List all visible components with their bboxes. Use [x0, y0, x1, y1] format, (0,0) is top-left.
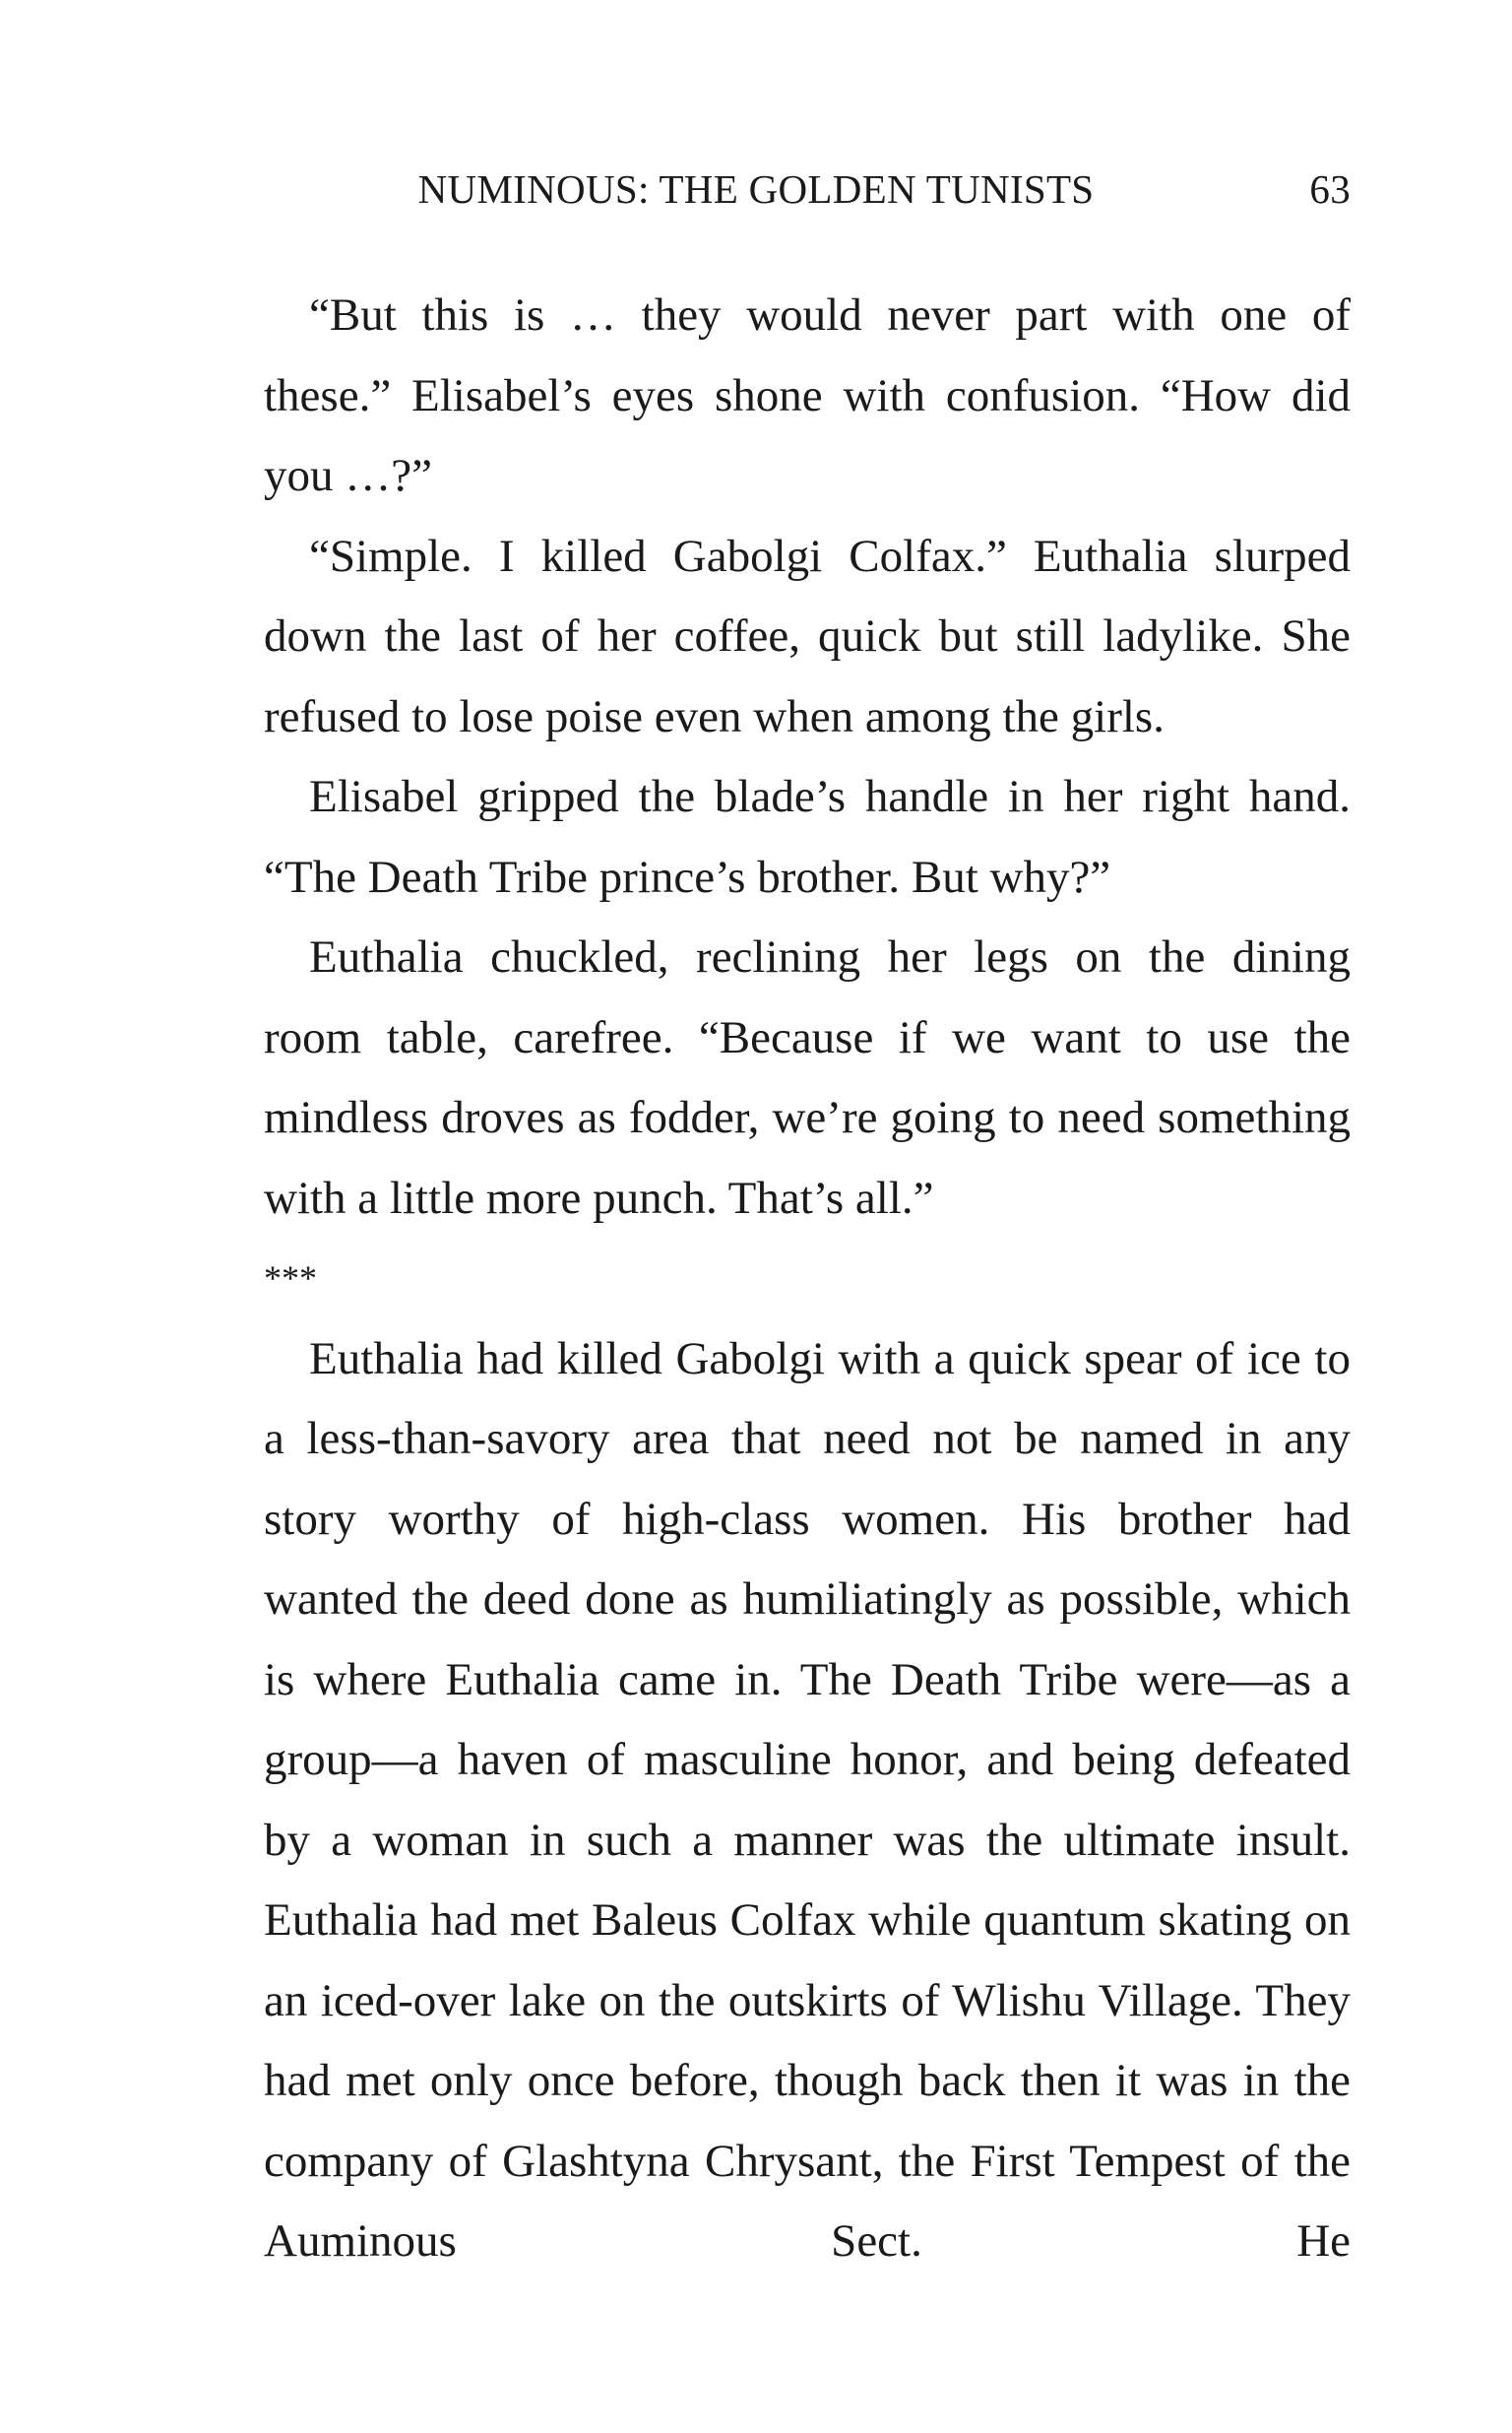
running-title: NUMINOUS: THE GOLDEN TUNISTS [417, 166, 1095, 212]
paragraph: Elisabel gripped the blade’s handle in her right hand. “The Death Tribe prince’s brother. But why?” [264, 771, 1351, 903]
body-text [264, 276, 1351, 2282]
paragraph: “But this is … they would never part with one of these.” Elisabel’s eyes shone with confusion. “How did you …?” [264, 289, 1351, 501]
scene-break: *** [264, 1258, 317, 1298]
paragraph: Euthalia chuckled, reclining her legs on the dining room table, carefree. “Because if we want to use the mindless droves as fodder, we’re going to need something with a little more punch. That’s all.” [264, 931, 1351, 1224]
paragraph: Euthalia had killed Gabolgi with a quick spear of ice to a less-than-savory area that need not be named in any story worthy of high-class women. His brother had wanted the deed done as humiliatingly as possible, which is where Euthalia came in. The Death Tribe were—as a group—a haven of masculine honor, and being defeated by a woman in such a manner was the ultimate insult. Euthalia had met Baleus Colfax while quantum skating on an iced-over lake on the outskirts of Wlishu Village. They had met only once before, though back then it was in the company of Glashtyna Chrysant, the First Tempest of the Auminous Sect. He [264, 1332, 1351, 2267]
paragraph: “Simple. I killed Gabolgi Colfax.” Euthalia slurped down the last of her coffee, quick but still ladylike. She refused to lose poise even when among the girls. [264, 530, 1351, 742]
running-header [264, 165, 1351, 224]
page-number: 63 [1309, 166, 1351, 212]
